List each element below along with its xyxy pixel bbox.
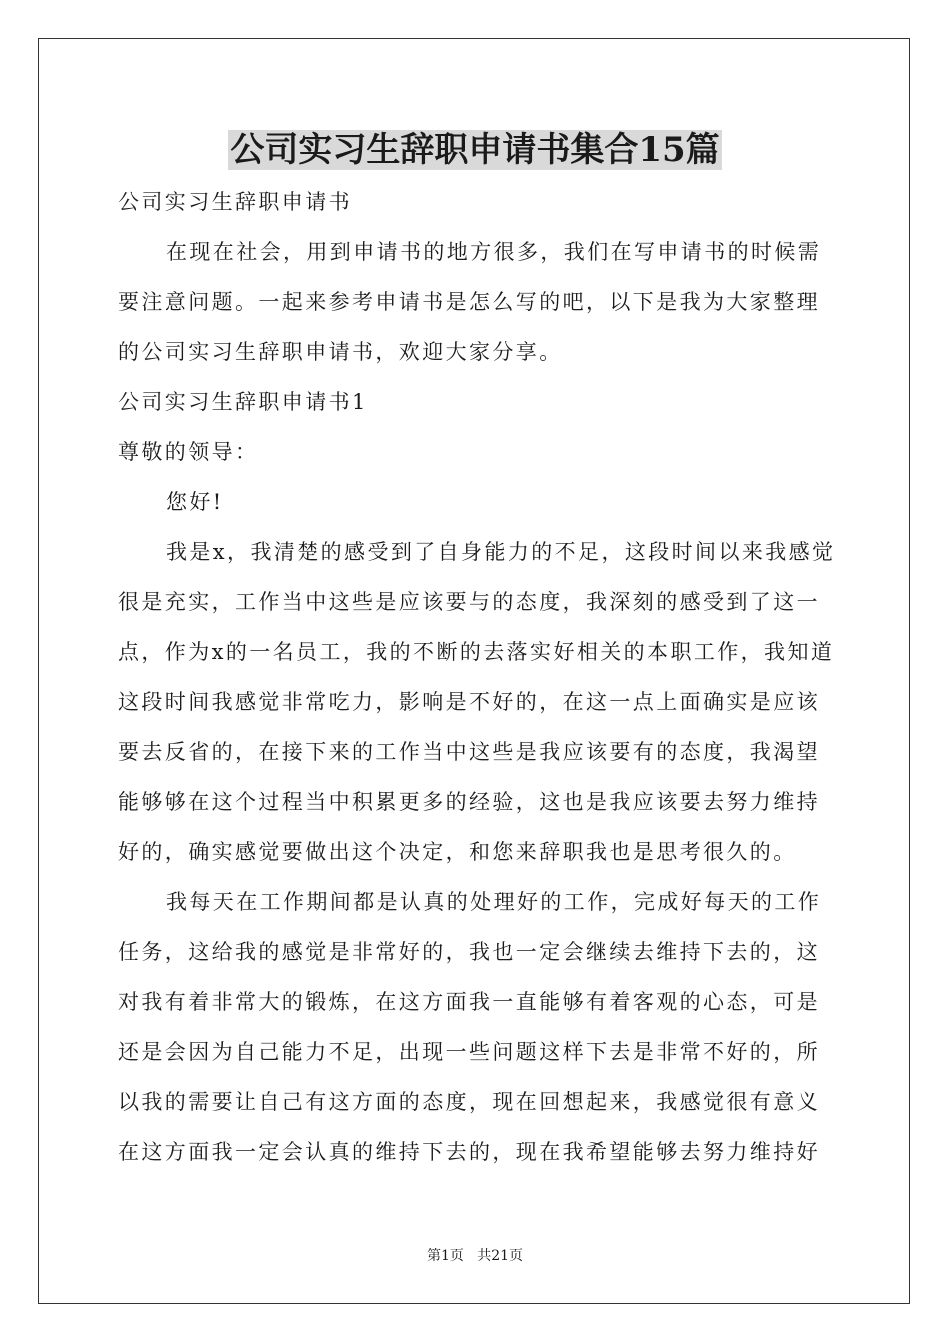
document-title-text: 公司实习生辞职申请书集合15篇 (230, 130, 720, 170)
paragraph: 公司实习生辞职申请书1 (118, 390, 368, 414)
page-number-footer: 第1页 共21页 (426, 1248, 524, 1264)
paragraph: 我是x，我清楚的感受到了自身能力的不足，这段时间以来我感觉很是充实，工作当中这些是应该要与的态度，我深刻的感受到了这一点，作为x的一名员工，我的不断的去落实好相关的本职工作，我知道这段时间我感觉非常吃力，影响是不好的，在这一点上面确实是应该要去反省的，在接下来的工作当中这些是我应该要有的态度，我渴望能够够在这个过程当中积累更多的经验，这也是我应该要去努力维持好的，确实感觉要做出这个决定，和您来辞职我也是思考很久的。 (118, 540, 836, 864)
paragraph: 公司实习生辞职申请书 (118, 190, 352, 214)
paragraph: 您好! (166, 490, 224, 514)
paragraph: 在现在社会，用到申请书的地方很多，我们在写申请书的时候需要注意问题。一起来参考申请书是怎么写的吧，以下是我为大家整理的公司实习生辞职申请书，欢迎大家分享。 (118, 240, 822, 364)
paragraph: 尊敬的领导： (118, 440, 259, 464)
document-title (0, 125, 950, 175)
paragraph: 我每天在工作期间都是认真的处理好的工作，完成好每天的工作任务，这给我的感觉是非常好的，我也一定会继续去维持下去的，这对我有着非常大的锻炼，在这方面我一直能够有着客观的心态，可是还是会因为自己能力不足，出现一些问题这样下去是非常不好的，所以我的需要让自己有这方面的态度，现在回想起来，我感觉很有意义在这方面我一定会认真的维持下去的，现在我希望能够去努力维持好 (118, 890, 822, 1164)
document-body (118, 177, 838, 1177)
